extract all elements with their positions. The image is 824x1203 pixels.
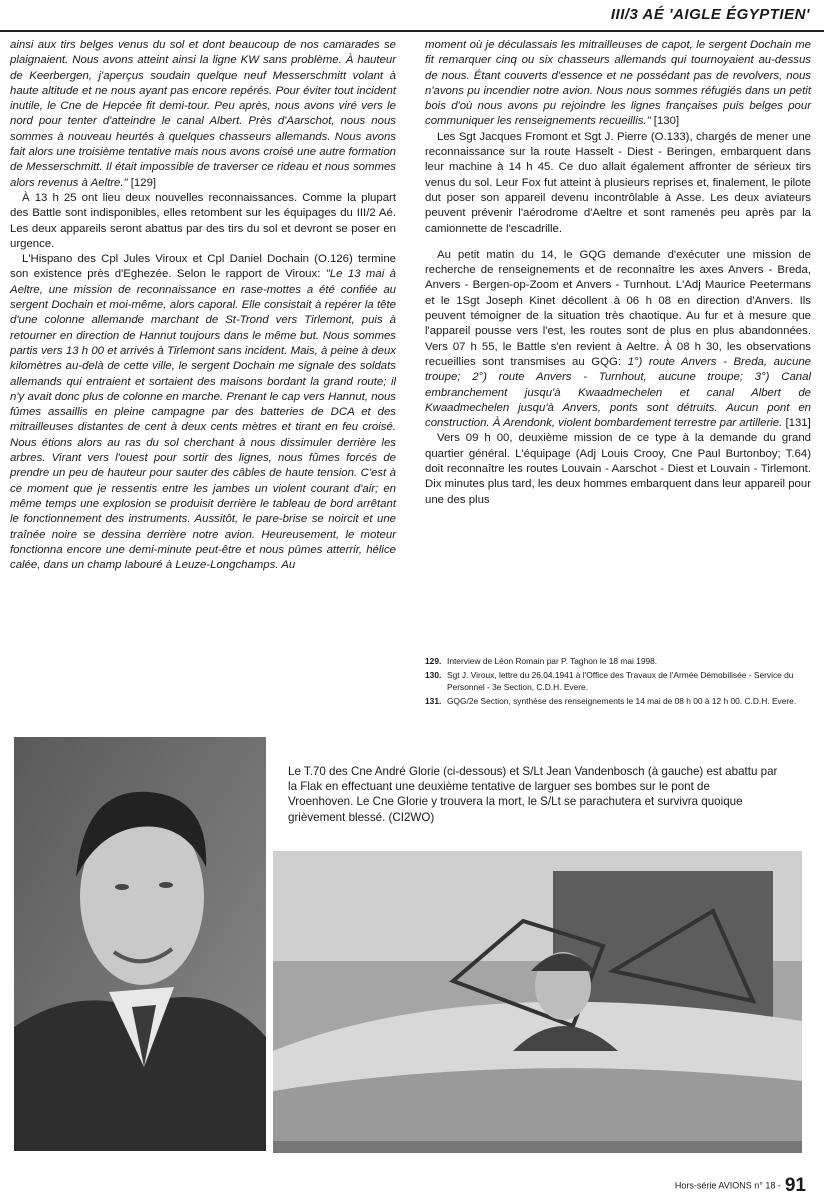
footer-series: Hors-série AVIONS n° 18 - [674, 1180, 781, 1191]
header-rule [0, 30, 824, 32]
footnote-number: 129. [425, 656, 442, 666]
quote-text: moment où je déculassais les mitrailleuses de capot, le sergent Dochain me fit remarquer cinq ou six chasseurs allemands qui tournoyaient au-dessus de nous. Étant couverts d'essence et ne possédant pas de revolvers, nous n'avons pu incendier notre avion. Nous nous sommes réfugiés dans un petit bois d'où nous avons pu rejoindre les lignes françaises puis belges pour communiquer les renseignements recueillis." [425, 39, 811, 128]
body-text: Au petit matin du 14, le GQG demande d'exécuter une mission de recherche de renseignements et de reconnaître les axes Anvers - Breda, Anvers - Bergen-op-Zoom et Anvers - Turnhout. L'Adj Maurice Peetermans et le 1Sgt Joseph Kinet décollent à 06 h 08 en direction d'Anvers. Ils peuvent témoigner de la situation très chaotique. Au fur et à mesure que l'appareil pousse vers l'est, les routes sont de plus en plus abandonnées. Vers 07 h 55, le Battle s'en revient à Aeltre. À 08 h 30, les observations recueillies sont transmises au GQG: [425, 248, 811, 368]
body-text: L'Hispano des Cpl Jules Viroux et Cpl Daniel Dochain (O.126) termine son existence près d'Eghezée. Selon le rapport de Viroux: [10, 253, 396, 281]
footnote-number: 131. [425, 696, 442, 707]
footnote [425, 696, 811, 707]
quote-text: ainsi aux tirs belges venus du sol et dont beaucoup de nos camarades se plaignaient. Nous avons atteint ainsi la ligne KW sans problème. À hauteur de Keerbergen, j'aperçus soudain quelque neuf Messerschmitt volant à haute altitude et ne nous ayant pas encore repérés. Pour éviter tout incident inutile, le Cne de Hepcée fit demi-tour. Peu après, nous avons viré vers le nord pour tenter d'atteindre le canal Albert. Près d'Aarschot, nous nous sommes à nouveau heurtés à quelques chasseurs allemands. Nous avons fait alors une troisième tentative mais nous avons croisé une autre formation de Messerschmitt. Il était impossible de traverser ce rideau et nous sommes alors revenus à Aeltre." [10, 39, 396, 189]
footnote-text: GQG/2e Section, synthèse des renseignements le 14 mai de 08 h 00 à 12 h 00. C.D.H. Evere. [447, 696, 797, 707]
quote-text: "Le 13 mai à Aeltre, une mission de reconnaissance en rase-mottes a été confiée au sergent Dochain et moi-même, alors caporal. Elle consistait à repérer la tête d'une colonne allemande marchant de St-Trond vers Tirlemont, puis à retourner en direction de Hannut toujours dans le même but. Nous sommes partis vers 13 h 00 et arrivés à Tirlemont sans incident. Mais, à peine à deux kilomètres au-delà de cette ville, le sergent Dochain me signale des soldats allemands qui entraient et sortaient des maisons bordant la grand route; il n'y avait donc plus de colonne en marche. Prenant le cap vers Hannut, nous fûmes assaillis en pleine campagne par des batteries de DCA et des mitrailleuses distantes de cent à deux cents mètres et tirant en feu croisé. Nous étions alors au ras du sol cherchant à nous dissimuler derrière les arbres. Virant vers l'ouest pour sortir des lignes, nous fûmes forcés de prendre un peu de hauteur pour sauter des câbles de haute tension. C'est à ce moment que je ressentis entre les jambes un violent courant d'air; en même temps une explosion se produisit derrière le tableau de bord arrêtant le fonctionnement des instruments. Aussitôt, le pare-brise se noircit et une traînée noire se dessina derrière notre avion. Heureusement, le moteur fonctionna encore une demi-minute peut-être et nous pûmes atterrir, hélice calée, dans un champ labouré à Leuze-Longchamps. Au [10, 268, 396, 572]
paragraph [10, 191, 396, 252]
quote-text: 1°) route Anvers - Breda, aucune troupe; 2°) route Anvers - Turnhout, aucune troupe; 3°) Canal embranchement jusqu'à Kwaadmechelen et canal Albert de Kwaadmechelen jusqu'à Anvers, ponts sont détruits. Aucun pont en construction. À Arendonk, violent bombardement terrestre par artillerie. [425, 355, 811, 430]
portrait-photo [14, 737, 266, 1151]
paragraph [425, 248, 811, 432]
paragraph [10, 38, 396, 191]
body-text: [131] [782, 417, 811, 430]
photo-caption: Le T.70 des Cne André Glorie (ci-dessous) et S/Lt Jean Vandenbosch (à gauche) est abattu par la Flak en effectuant une deuxième tentative de larguer ses bombes sur le pont de Vroenhoven. Le Cne Glorie y trouvera la mort, le S/Lt se parachutera et survivra quoique grièvement blessé. (CI2WO) [288, 765, 778, 824]
paragraph [425, 38, 811, 130]
running-header: III/3 AÉ 'AIGLE ÉGYPTIEN' [610, 6, 810, 23]
paragraph [425, 431, 811, 507]
body-text: [130] [650, 115, 680, 128]
paragraph [10, 252, 396, 573]
paragraph [425, 130, 811, 237]
right-column [425, 38, 811, 508]
left-column [10, 38, 396, 573]
footnotes [425, 656, 811, 711]
body-text: [129] [127, 176, 157, 189]
cockpit-photo [273, 851, 802, 1153]
body-text: À 13 h 25 ont lieu deux nouvelles reconnaissances. Comme la plupart des Battle sont indisponibles, elles retombent sur les équipages du III/2 Aé. Les deux appareils seront abattus par des tirs du sol et devront se poser en urgence. [10, 191, 396, 250]
body-text: Vers 09 h 00, deuxième mission de ce type à la demande du grand quartier général. L'équipage (Adj Louis Crooy, Cne Paul Burtonboy; T.64) doit reconnaître les routes Louvain - Aarschot - Diest et Louvain - Tirlemont. Dix minutes plus tard, les deux hommes embarquent dans leur appareil pour une des plus [425, 432, 811, 506]
body-text: Les Sgt Jacques Fromont et Sgt J. Pierre (O.133), chargés de mener une reconnaissance sur la route Hasselt - Diest - Beringen, embarquent dans leur machine à 14 h 45. Ce duo allait également affronter de sérieux tirs venus du sol. Leur Fox fut atteint à plusieurs reprises et, finalement, le pilote dut poser son appareil devenu incontrôlable à Asse. Les deux aviateurs peuvent prévenir l'aérodrome d'Aeltre et sont ramenés peu après par la camionnette de l'escadrille. [425, 130, 811, 235]
page-number: 91 [784, 1175, 806, 1196]
page-footer [675, 1175, 806, 1197]
footnote [425, 670, 811, 693]
footnote [425, 656, 811, 667]
footnote-number: 130. [425, 670, 442, 681]
footnote-text: Interview de Léon Romain par P. Taghon le 18 mai 1998. [447, 656, 658, 666]
footnote-text: Sgt J. Viroux, lettre du 26.04.1941 à l'Office des Travaux de l'Armée Démobilisée - Service du Personnel - 3e Section, C.D.H. Evere. [447, 670, 794, 692]
